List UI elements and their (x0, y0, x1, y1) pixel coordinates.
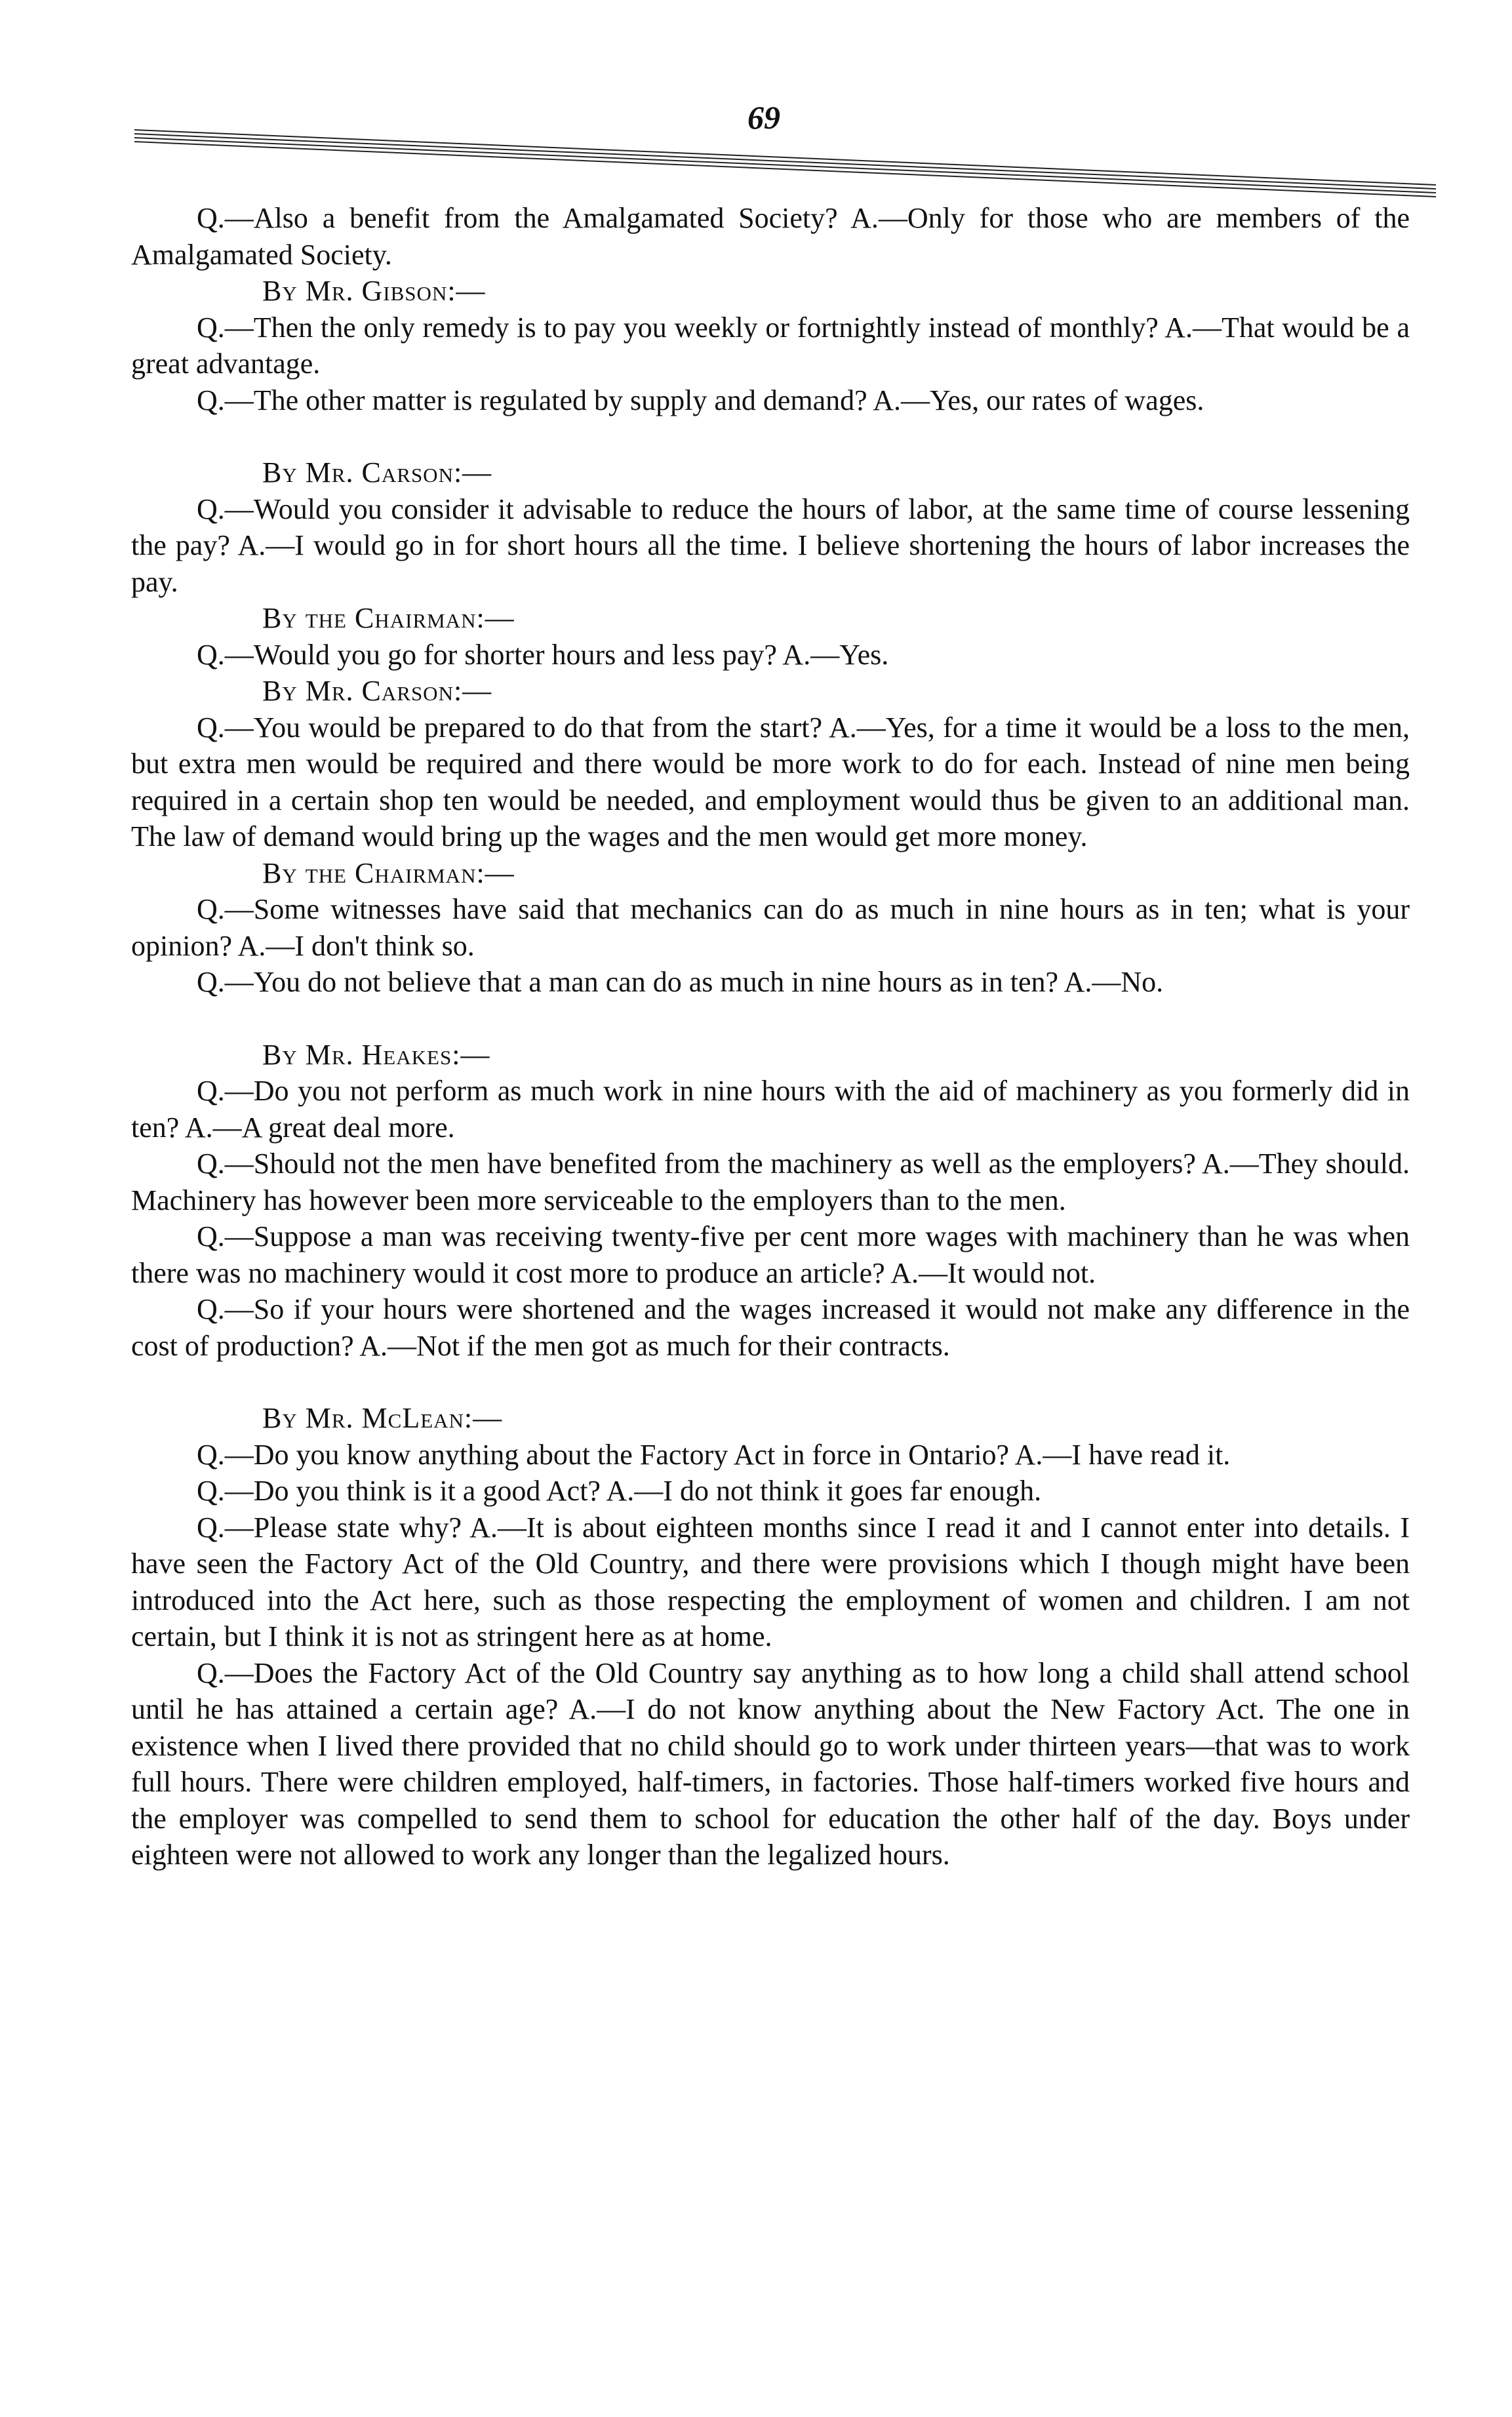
speaker-heading: By Mr. Carson:— (262, 456, 492, 489)
speaker-heading: By the Chairman:— (262, 602, 515, 634)
paragraph: Q.—The other matter is regulated by supply and demand? A.—Yes, our rates of wages. (197, 384, 1204, 416)
paragraph: Q.—So if your hours were shortened and the wages increased it would not make any difference in the cost of production? A.—Not if the men got as much for their contracts. (131, 1293, 1410, 1362)
paragraph: Q.—Do you not perform as much work in nine hours with the aid of machinery as you formerly did in ten? A.—A great deal more. (131, 1075, 1410, 1144)
header-rule (134, 125, 1436, 203)
testimony-text (131, 200, 1410, 1873)
paragraph: Q.—You would be prepared to do that from the start? A.—Yes, for a time it would be a loss to the men, but extra men would be required and there would be more work to do for each. Instead of nine men being required in a certain shop ten would be needed, and employment would thus be given to an additional man. The law of demand would bring up the wages and the men would get more money. (131, 711, 1410, 852)
page-number: 69 (747, 99, 780, 136)
paragraph: Q.—Then the only remedy is to pay you weekly or fortnightly instead of monthly? A.—That would be a great advantage. (131, 311, 1410, 380)
paragraph: Q.—Please state why? A.—It is about eighteen months since I read it and I cannot enter into details. I have seen the Factory Act of the Old Country, and there were provisions which I though might have been introduced into the Act here, such as those respecting the employment of women and children. I am not certain, but I think it is not as stringent here as at home. (131, 1511, 1410, 1652)
paragraph: Q.—Do you think is it a good Act? A.—I do not think it goes far enough. (197, 1475, 1042, 1507)
speaker-heading: By Mr. McLean:— (262, 1402, 503, 1434)
speaker-heading: By Mr. Heakes:— (262, 1038, 490, 1071)
speaker-heading: By Mr. Carson:— (262, 675, 492, 707)
paragraph: Q.—Do you know anything about the Factory Act in force in Ontario? A.—I have read it. (197, 1438, 1231, 1471)
paragraph: Q.—Some witnesses have said that mechanics can do as much in nine hours as in ten; what is your opinion? A.—I don't think so. (131, 893, 1410, 962)
speaker-heading: By the Chairman:— (262, 856, 515, 889)
paragraph: Q.—Should not the men have benefited from the machinery as well as the employers? A.—They should. Machinery has however been more serviceable to the employers than to the men. (131, 1148, 1410, 1216)
paragraph: Q.—Suppose a man was receiving twenty-five per cent more wages with machinery than he was when there was no machinery would it cost more to produce an article? A.—It would not. (131, 1220, 1410, 1289)
paragraph: Q.—Does the Factory Act of the Old Country say anything as to how long a child shall attend school until he has attained a certain age? A.—I do not know anything about the New Factory Act. The one in existence when I lived there provided that no child should go to work under thirteen years—that was to work full hours. There were children employed, half-timers, in factories. Those half-timers worked five hours and the employer was compelled to send them to school for education the other half of the day. Boys under eighteen were not allowed to work any longer than the legalized hours. (131, 1656, 1410, 1871)
paragraph: Q.—Would you consider it advisable to reduce the hours of labor, at the same time of course lessening the pay? A.—I would go in for short hours all the time. I believe shortening the hours of labor increases the pay. (131, 492, 1410, 598)
paragraph: Q.—You do not believe that a man can do as much in nine hours as in ten? A.—No. (197, 966, 1164, 998)
paragraph: Q.—Would you go for shorter hours and less pay? A.—Yes. (197, 638, 889, 671)
paragraph: Q.—Also a benefit from the Amalgamated Society? A.—Only for those who are members of the Amalgamated Society. (131, 202, 1410, 271)
speaker-heading: By Mr. Gibson:— (262, 275, 486, 307)
